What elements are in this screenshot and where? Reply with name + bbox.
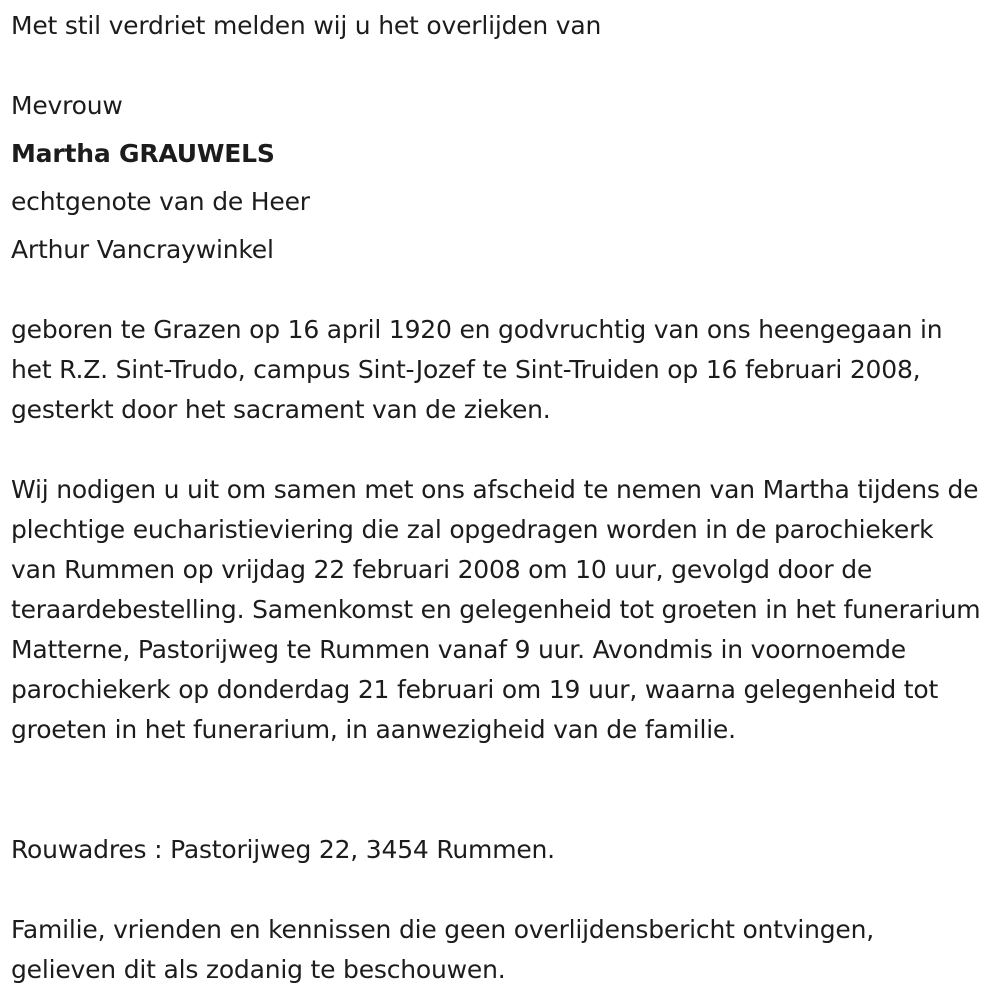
notice-paragraph: Familie, vrienden en kennissen die geen overlijdensbericht ontvingen, gelieven dit als zodanig te beschouwen. xyxy=(11,915,875,984)
birth-death-paragraph: geboren te Grazen op 16 april 1920 en godvruchtig van ons heengegaan in het R.Z. Sint-Trudo, campus Sint-Jozef te Sint-Truiden op 16 februari 2008, gesterkt door het sacrament van de zieken. xyxy=(11,315,943,424)
deceased-name: Martha GRAUWELS xyxy=(11,139,275,168)
intro-text: Met stil verdriet melden wij u het overlijden van xyxy=(11,11,602,40)
deceased-title: Mevrouw xyxy=(11,91,123,120)
deceased-block xyxy=(11,82,310,274)
ceremony-paragraph: Wij nodigen u uit om samen met ons afscheid te nemen van Martha tijdens de plechtige eucharistieviering die zal opgedragen worden in de parochiekerk van Rummen op vrijdag 22 februari 2008 om 10 uur, gevolgd door de teraardebestelling. Samenkomst en gelegenheid tot groeten in het funerarium Matterne, Pastorijweg te Rummen vanaf 9 uur. Avondmis in voornoemde parochiekerk op donderdag 21 februari om 19 uur, waarna gelegenheid tot groeten in het funerarium, in aanwezigheid van de familie. xyxy=(11,475,981,744)
relation-text: echtgenote van de Heer xyxy=(11,187,310,216)
spouse-name: Arthur Vancraywinkel xyxy=(11,235,274,264)
mourning-address: Rouwadres : Pastorijweg 22, 3454 Rummen. xyxy=(11,835,555,864)
